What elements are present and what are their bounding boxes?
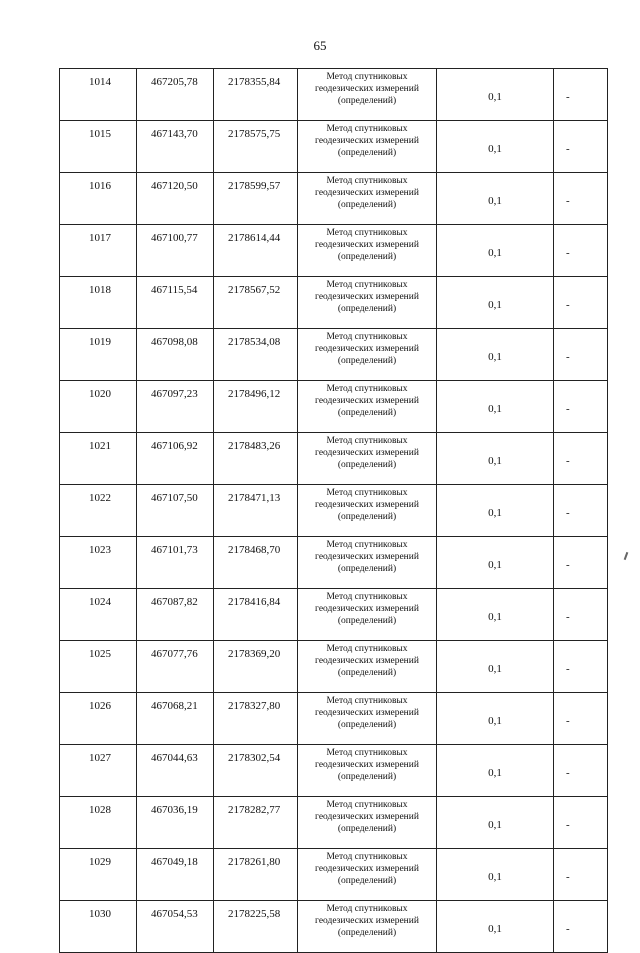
point-number-cell: 1017 (60, 225, 137, 277)
method-line: (определений) (337, 148, 397, 158)
method-line: Метод спутниковых (326, 592, 408, 602)
note-cell: - (554, 849, 608, 901)
table-row (60, 589, 608, 641)
method-cell (298, 225, 437, 277)
point-number-cell: 1016 (60, 173, 137, 225)
method-line: геодезических измерений (315, 864, 419, 874)
accuracy-cell: 0,1 (437, 277, 554, 329)
method-line: геодезических измерений (315, 136, 419, 146)
accuracy-cell: 0,1 (437, 641, 554, 693)
table-row (60, 797, 608, 849)
y-coordinate-cell: 2178471,13 (214, 485, 298, 537)
method-line: Метод спутниковых (326, 176, 408, 186)
method-line: (определений) (337, 668, 397, 678)
note-cell: - (554, 797, 608, 849)
method-line: Метод спутниковых (326, 280, 408, 290)
y-coordinate-cell: 2178261,80 (214, 849, 298, 901)
note-cell: - (554, 277, 608, 329)
accuracy-cell: 0,1 (437, 433, 554, 485)
method-cell (298, 381, 437, 433)
method-line: геодезических измерений (315, 916, 419, 926)
table-row (60, 173, 608, 225)
method-line: (определений) (337, 200, 397, 210)
y-coordinate-cell: 2178327,80 (214, 693, 298, 745)
x-coordinate-cell: 467107,50 (137, 485, 214, 537)
accuracy-cell: 0,1 (437, 537, 554, 589)
method-line: Метод спутниковых (326, 72, 408, 82)
method-cell (298, 69, 437, 121)
y-coordinate-cell: 2178369,20 (214, 641, 298, 693)
y-coordinate-cell: 2178225,58 (214, 901, 298, 953)
accuracy-cell: 0,1 (437, 797, 554, 849)
method-line: Метод спутниковых (326, 228, 408, 238)
point-number-cell: 1030 (60, 901, 137, 953)
method-line: Метод спутниковых (326, 696, 408, 706)
x-coordinate-cell: 467077,76 (137, 641, 214, 693)
accuracy-cell: 0,1 (437, 745, 554, 797)
y-coordinate-cell: 2178567,52 (214, 277, 298, 329)
point-number-cell: 1029 (60, 849, 137, 901)
method-cell (298, 433, 437, 485)
point-number-cell: 1025 (60, 641, 137, 693)
table-row (60, 277, 608, 329)
method-cell (298, 589, 437, 641)
method-line: (определений) (337, 356, 397, 366)
note-cell: - (554, 641, 608, 693)
method-line: геодезических измерений (315, 604, 419, 614)
point-number-cell: 1028 (60, 797, 137, 849)
x-coordinate-cell: 467068,21 (137, 693, 214, 745)
method-line: Метод спутниковых (326, 904, 408, 914)
y-coordinate-cell: 2178483,26 (214, 433, 298, 485)
note-cell: - (554, 433, 608, 485)
method-cell (298, 901, 437, 953)
method-line: (определений) (337, 720, 397, 730)
method-line: Метод спутниковых (326, 384, 408, 394)
method-line: геодезических измерений (315, 188, 419, 198)
table-row (60, 433, 608, 485)
point-number-cell: 1021 (60, 433, 137, 485)
accuracy-cell: 0,1 (437, 225, 554, 277)
y-coordinate-cell: 2178468,70 (214, 537, 298, 589)
note-cell: - (554, 69, 608, 121)
method-line: геодезических измерений (315, 448, 419, 458)
point-number-cell: 1020 (60, 381, 137, 433)
method-line: (определений) (337, 512, 397, 522)
y-coordinate-cell: 2178496,12 (214, 381, 298, 433)
method-line: (определений) (337, 460, 397, 470)
table-row (60, 901, 608, 953)
accuracy-cell: 0,1 (437, 173, 554, 225)
method-line: геодезических измерений (315, 84, 419, 94)
method-line: Метод спутниковых (326, 540, 408, 550)
x-coordinate-cell: 467036,19 (137, 797, 214, 849)
note-cell: - (554, 745, 608, 797)
point-number-cell: 1014 (60, 69, 137, 121)
method-line: геодезических измерений (315, 292, 419, 302)
point-number-cell: 1018 (60, 277, 137, 329)
method-line: (определений) (337, 772, 397, 782)
table-row (60, 485, 608, 537)
method-line: Метод спутниковых (326, 748, 408, 758)
y-coordinate-cell: 2178355,84 (214, 69, 298, 121)
method-line: (определений) (337, 928, 397, 938)
point-number-cell: 1024 (60, 589, 137, 641)
point-number-cell: 1026 (60, 693, 137, 745)
x-coordinate-cell: 467143,70 (137, 121, 214, 173)
accuracy-cell: 0,1 (437, 901, 554, 953)
method-line: геодезических измерений (315, 760, 419, 770)
table-row (60, 121, 608, 173)
method-line: геодезических измерений (315, 552, 419, 562)
table-row (60, 381, 608, 433)
note-cell: - (554, 173, 608, 225)
accuracy-cell: 0,1 (437, 693, 554, 745)
method-line: (определений) (337, 252, 397, 262)
method-line: (определений) (337, 824, 397, 834)
note-cell: - (554, 485, 608, 537)
x-coordinate-cell: 467115,54 (137, 277, 214, 329)
method-cell (298, 537, 437, 589)
table-row (60, 849, 608, 901)
table-row (60, 329, 608, 381)
method-line: геодезических измерений (315, 240, 419, 250)
x-coordinate-cell: 467097,23 (137, 381, 214, 433)
method-line: Метод спутниковых (326, 800, 408, 810)
note-cell: - (554, 901, 608, 953)
point-number-cell: 1027 (60, 745, 137, 797)
y-coordinate-cell: 2178575,75 (214, 121, 298, 173)
method-line: Метод спутниковых (326, 436, 408, 446)
note-cell: - (554, 381, 608, 433)
note-cell: - (554, 329, 608, 381)
method-line: геодезических измерений (315, 812, 419, 822)
point-number-cell: 1023 (60, 537, 137, 589)
table-row (60, 69, 608, 121)
table-row (60, 537, 608, 589)
method-cell (298, 485, 437, 537)
y-coordinate-cell: 2178599,57 (214, 173, 298, 225)
note-cell: - (554, 693, 608, 745)
x-coordinate-cell: 467054,53 (137, 901, 214, 953)
method-line: геодезических измерений (315, 708, 419, 718)
method-cell (298, 693, 437, 745)
method-line: геодезических измерений (315, 396, 419, 406)
method-line: геодезических измерений (315, 500, 419, 510)
accuracy-cell: 0,1 (437, 69, 554, 121)
point-number-cell: 1019 (60, 329, 137, 381)
method-line: (определений) (337, 616, 397, 626)
x-coordinate-cell: 467087,82 (137, 589, 214, 641)
method-line: Метод спутниковых (326, 332, 408, 342)
x-coordinate-cell: 467049,18 (137, 849, 214, 901)
y-coordinate-cell: 2178614,44 (214, 225, 298, 277)
method-cell (298, 329, 437, 381)
y-coordinate-cell: 2178282,77 (214, 797, 298, 849)
point-number-cell: 1015 (60, 121, 137, 173)
note-cell: - (554, 589, 608, 641)
method-line: Метод спутниковых (326, 852, 408, 862)
accuracy-cell: 0,1 (437, 381, 554, 433)
y-coordinate-cell: 2178416,84 (214, 589, 298, 641)
method-line: геодезических измерений (315, 656, 419, 666)
method-cell (298, 641, 437, 693)
method-line: Метод спутниковых (326, 644, 408, 654)
x-coordinate-cell: 467120,50 (137, 173, 214, 225)
method-line: (определений) (337, 876, 397, 886)
method-line: геодезических измерений (315, 344, 419, 354)
method-cell (298, 173, 437, 225)
method-line: Метод спутниковых (326, 488, 408, 498)
x-coordinate-cell: 467101,73 (137, 537, 214, 589)
table-row (60, 225, 608, 277)
method-cell (298, 849, 437, 901)
table-row (60, 693, 608, 745)
margin-pen-mark (624, 552, 629, 560)
method-cell (298, 121, 437, 173)
accuracy-cell: 0,1 (437, 485, 554, 537)
note-cell: - (554, 225, 608, 277)
note-cell: - (554, 121, 608, 173)
x-coordinate-cell: 467100,77 (137, 225, 214, 277)
method-line: (определений) (337, 304, 397, 314)
method-cell (298, 277, 437, 329)
point-number-cell: 1022 (60, 485, 137, 537)
accuracy-cell: 0,1 (437, 121, 554, 173)
method-line: (определений) (337, 96, 397, 106)
coordinates-table (59, 68, 608, 953)
x-coordinate-cell: 467106,92 (137, 433, 214, 485)
accuracy-cell: 0,1 (437, 589, 554, 641)
x-coordinate-cell: 467205,78 (137, 69, 214, 121)
accuracy-cell: 0,1 (437, 329, 554, 381)
y-coordinate-cell: 2178534,08 (214, 329, 298, 381)
method-line: (определений) (337, 408, 397, 418)
y-coordinate-cell: 2178302,54 (214, 745, 298, 797)
note-cell: - (554, 537, 608, 589)
x-coordinate-cell: 467098,08 (137, 329, 214, 381)
table-row (60, 745, 608, 797)
method-line: Метод спутниковых (326, 124, 408, 134)
page-number: 65 (313, 38, 327, 53)
table-row (60, 641, 608, 693)
method-cell (298, 797, 437, 849)
accuracy-cell: 0,1 (437, 849, 554, 901)
method-line: (определений) (337, 564, 397, 574)
coordinates-table-body (60, 69, 608, 953)
x-coordinate-cell: 467044,63 (137, 745, 214, 797)
method-cell (298, 745, 437, 797)
